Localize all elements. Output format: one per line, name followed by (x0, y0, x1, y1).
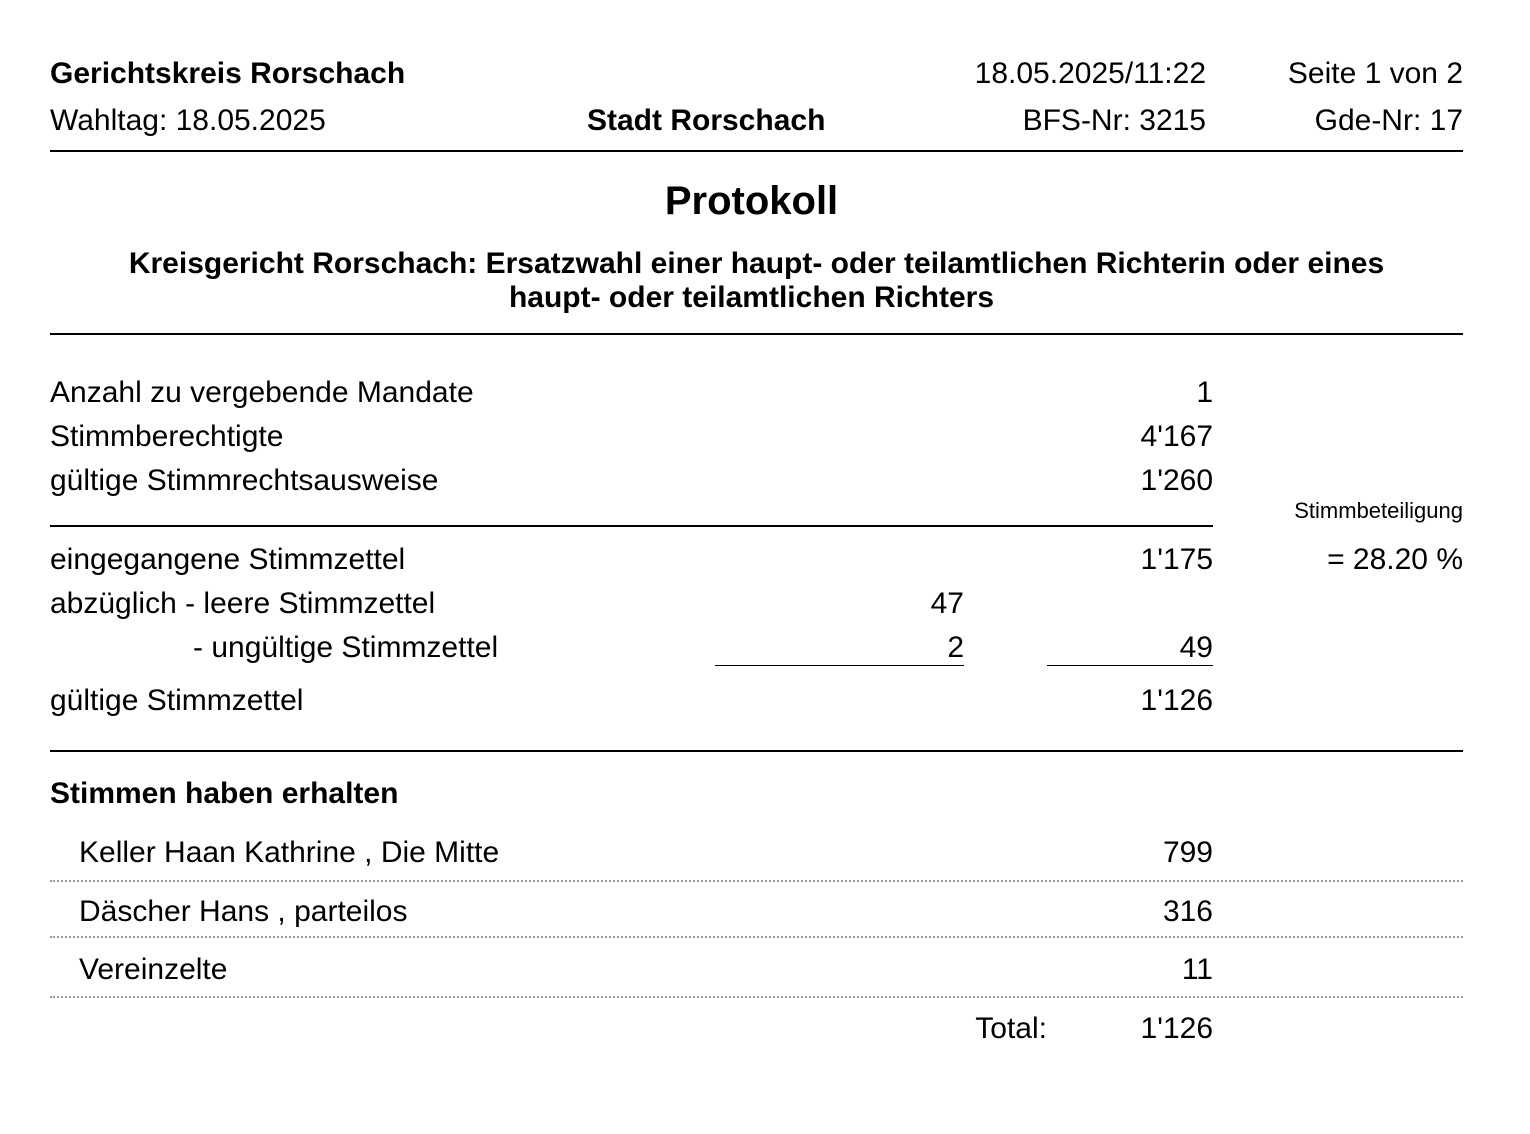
total-label: Total: (975, 1012, 1047, 1045)
total-value: 1'126 (1140, 1012, 1213, 1045)
municipality-name: Stadt Rorschach (587, 104, 826, 137)
turnout-label: Stimmbeteiligung (1294, 498, 1463, 523)
deducted-total-value: 49 (1179, 631, 1213, 664)
blank-ballots-label: abzüglich - leere Stimmzettel (50, 587, 436, 620)
election-day: Wahltag: 18.05.2025 (50, 104, 326, 137)
row-separator (50, 996, 1463, 998)
title-divider (50, 333, 1463, 335)
row-separator (50, 880, 1463, 882)
candidate-votes: 799 (1162, 836, 1213, 869)
valid-ballots-value: 1'126 (1140, 684, 1213, 717)
results-heading: Stimmen haben erhalten (50, 777, 399, 810)
mandates-value: 1 (1196, 376, 1213, 409)
stats-divider (50, 525, 1213, 527)
valid-ids-value: 1'260 (1140, 464, 1213, 497)
valid-ids-label: gültige Stimmrechtsausweise (50, 464, 439, 497)
deducted-underline (1047, 665, 1213, 666)
results-divider (50, 750, 1463, 752)
district-name: Gerichtskreis Rorschach (50, 57, 406, 90)
mandates-label: Anzahl zu vergebende Mandate (50, 376, 474, 409)
bfs-number: BFS-Nr: 3215 (1022, 104, 1206, 137)
eligible-voters-value: 4'167 (1140, 420, 1213, 453)
candidate-name: Vereinzelte (79, 953, 228, 986)
invalid-ballots-value: 2 (947, 631, 964, 664)
valid-ballots-label: gültige Stimmzettel (50, 684, 304, 717)
candidate-votes: 316 (1162, 895, 1213, 928)
gde-number: Gde-Nr: 17 (1314, 104, 1463, 137)
election-subtitle-line2: haupt- oder teilamtlichen Richters (508, 281, 995, 314)
row-separator (50, 936, 1463, 938)
blank-ballots-value: 47 (930, 587, 964, 620)
received-ballots-label: eingegangene Stimmzettel (50, 543, 406, 576)
candidate-votes: 11 (1181, 953, 1213, 986)
election-subtitle-line1: Kreisgericht Rorschach: Ersatzwahl einer haupt- oder teilamtlichen Richterin oder eines (128, 247, 1385, 280)
turnout-value: = 28.20 % (1327, 543, 1463, 576)
eligible-voters-label: Stimmberechtigte (50, 420, 284, 453)
candidate-name: Däscher Hans , parteilos (79, 895, 408, 928)
received-ballots-value: 1'175 (1140, 543, 1213, 576)
page-title: Protokoll (664, 179, 839, 223)
timestamp: 18.05.2025/11:22 (974, 57, 1206, 90)
candidate-name: Keller Haan Kathrine , Die Mitte (79, 836, 500, 869)
page-indicator: Seite 1 von 2 (1287, 57, 1463, 90)
header-divider (50, 150, 1463, 152)
invalid-ballots-label: - ungültige Stimmzettel (193, 631, 499, 664)
subtotal-underline (715, 665, 964, 666)
